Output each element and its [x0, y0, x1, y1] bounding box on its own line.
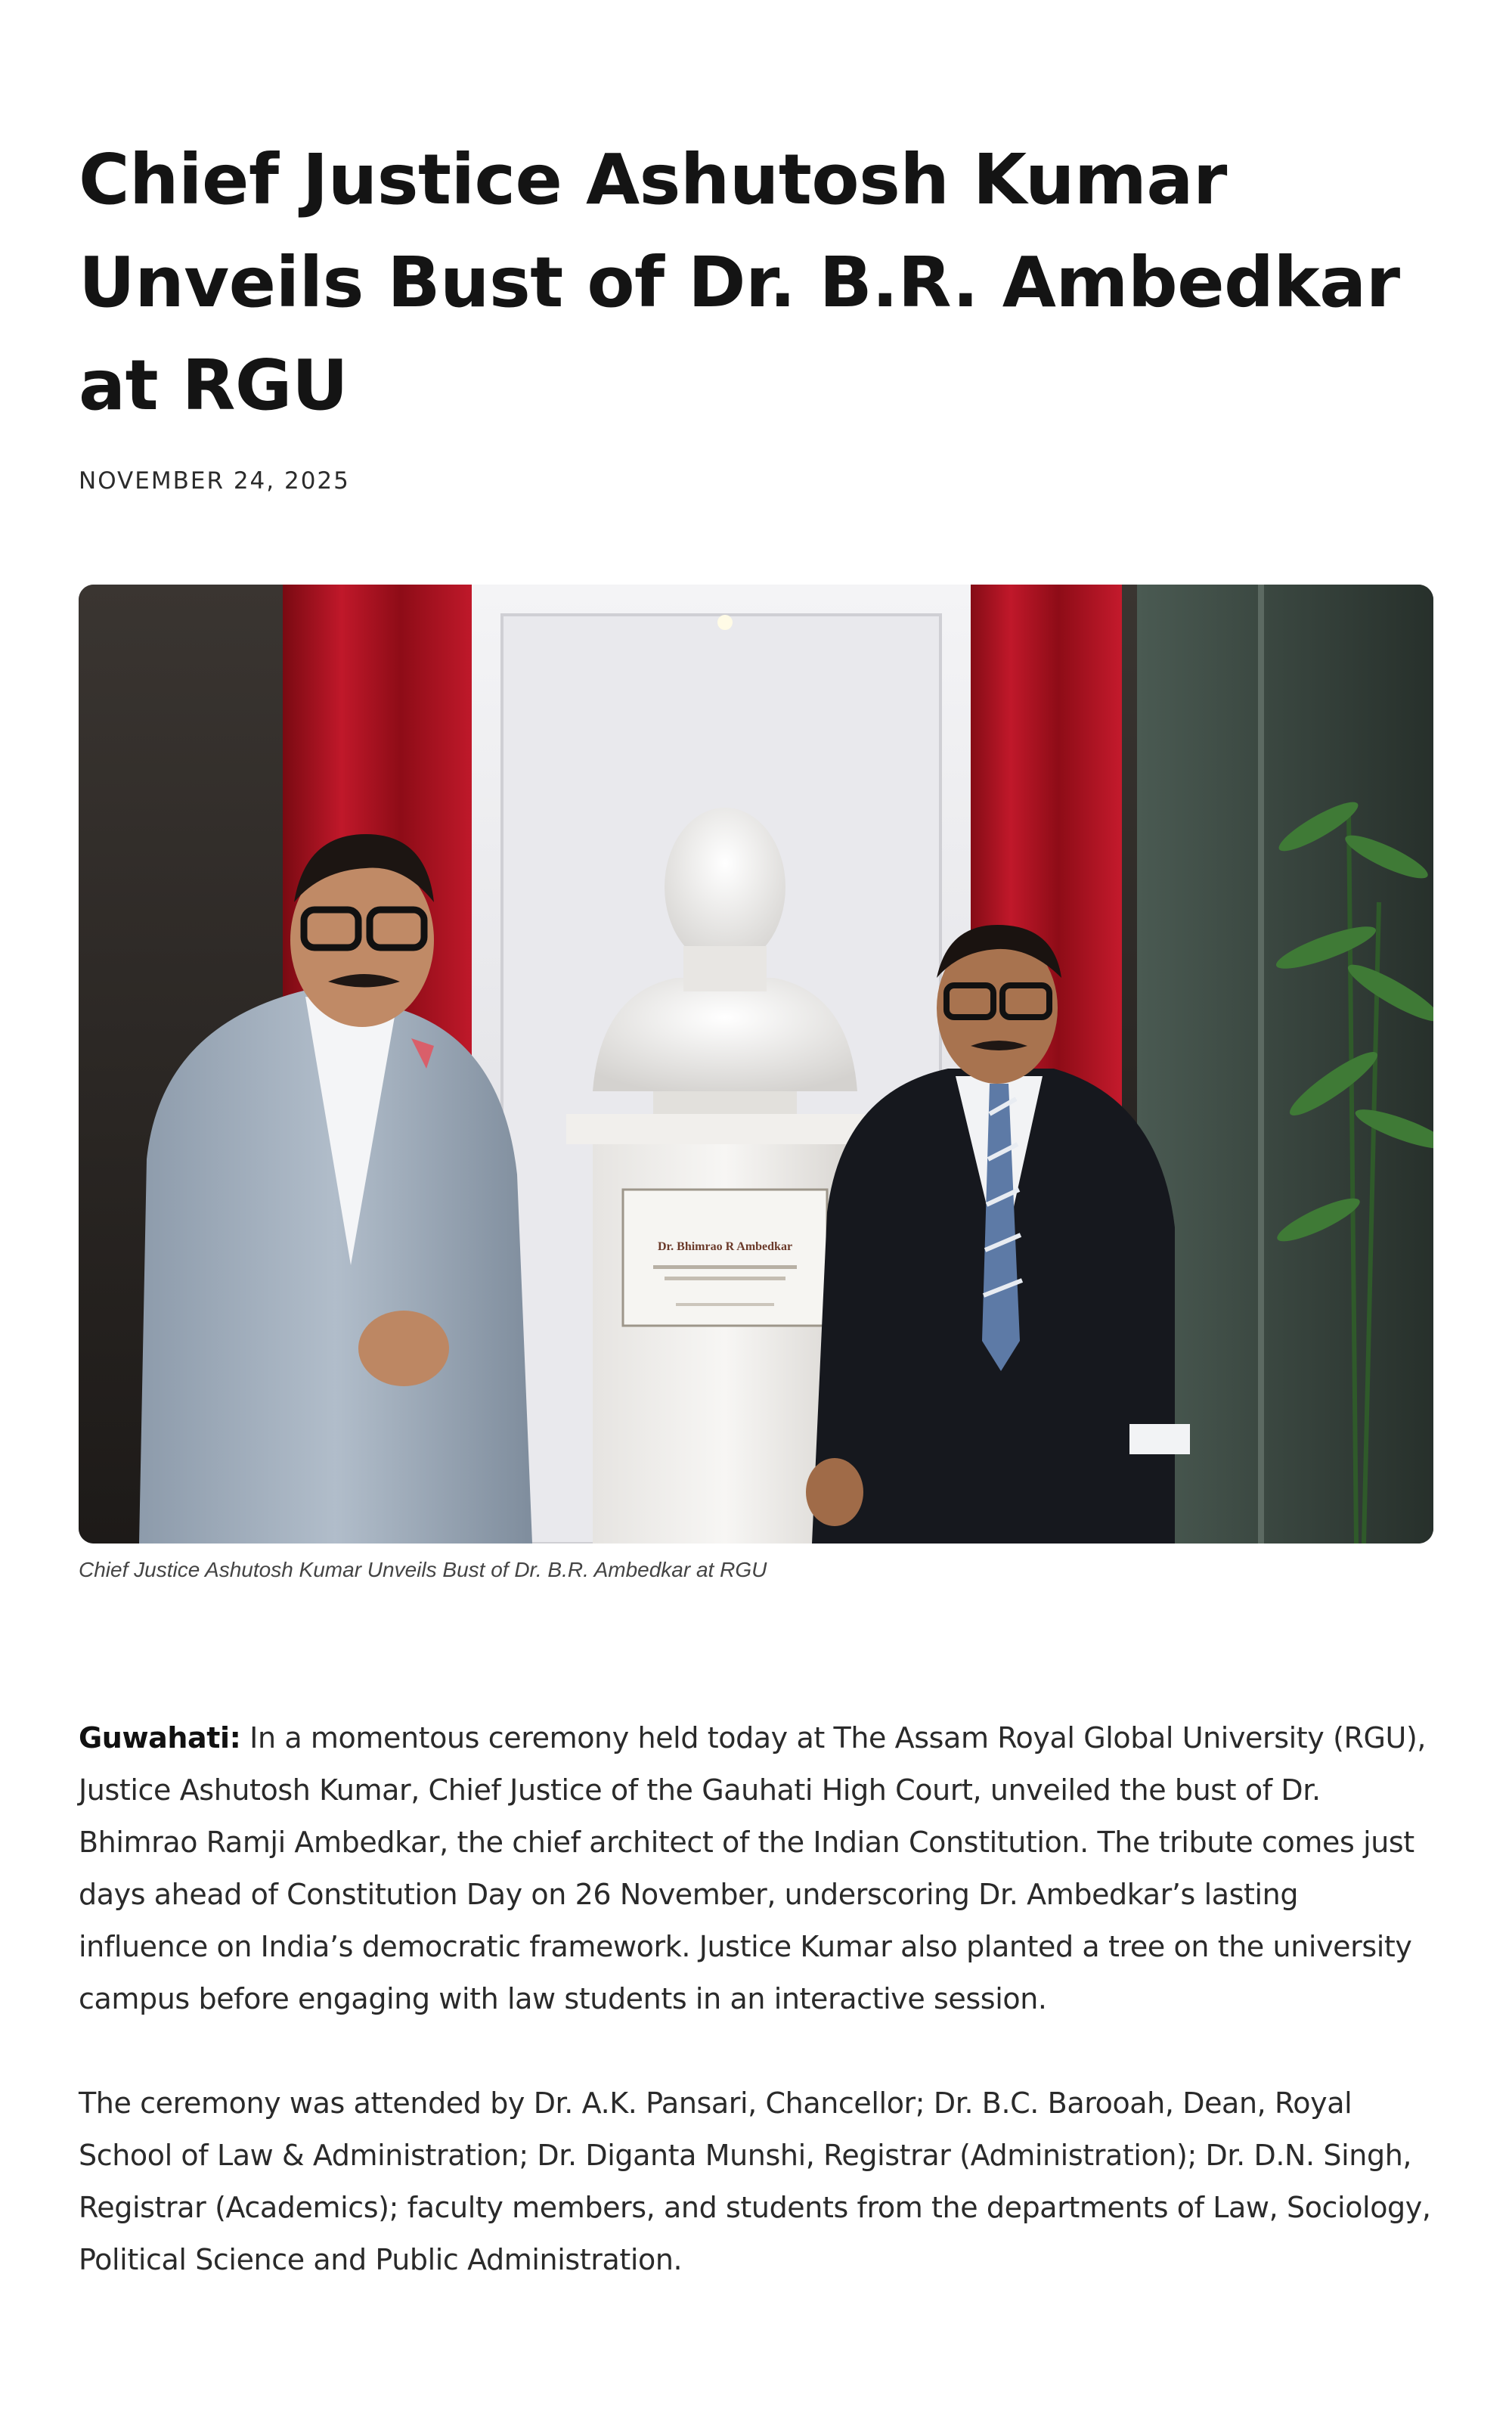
article-title: Chief Justice Ashutosh Kumar Unveils Bust of Dr. B.R. Ambedkar at RGU [79, 139, 1400, 426]
publish-date: NOVEMBER 24, 2025 [79, 467, 350, 495]
dateline: Guwahati: [79, 1721, 241, 1754]
body-paragraph: The ceremony was attended by Dr. A.K. Pansari, Chancellor; Dr. B.C. Barooah, Dean, Royal School of Law & Administration; Dr. Diganta Munshi, Registrar (Administration); Dr. D.N. Singh, Registrar (Academics); faculty members, and students from the departments of Law, Sociology, Political Science and Public Administration. [79, 2086, 1431, 2276]
plaque-text: Dr. Bhimrao R Ambedkar [657, 1240, 793, 1253]
body-paragraph [79, 1712, 1433, 2025]
image-caption: Chief Justice Ashutosh Kumar Unveils Bust of Dr. B.R. Ambedkar at RGU [79, 1558, 767, 1581]
paragraph-text: In a momentous ceremony held today at The Assam Royal Global University (RGU), Justice Ashutosh Kumar, Chief Justice of the Gauhati High Court, unveiled the bust of Dr. Bhimrao Ramji Ambedkar, the chief architect of the Indian Constitution. The tribute comes just days ahead of Constitution Day on 26 November, underscoring Dr. Ambedkar’s lasting influence on India’s democratic framework. Justice Kumar also planted a tree on the university campus before engaging with law students in an interactive session. [79, 1721, 1427, 2015]
article-photo [79, 585, 1433, 1544]
